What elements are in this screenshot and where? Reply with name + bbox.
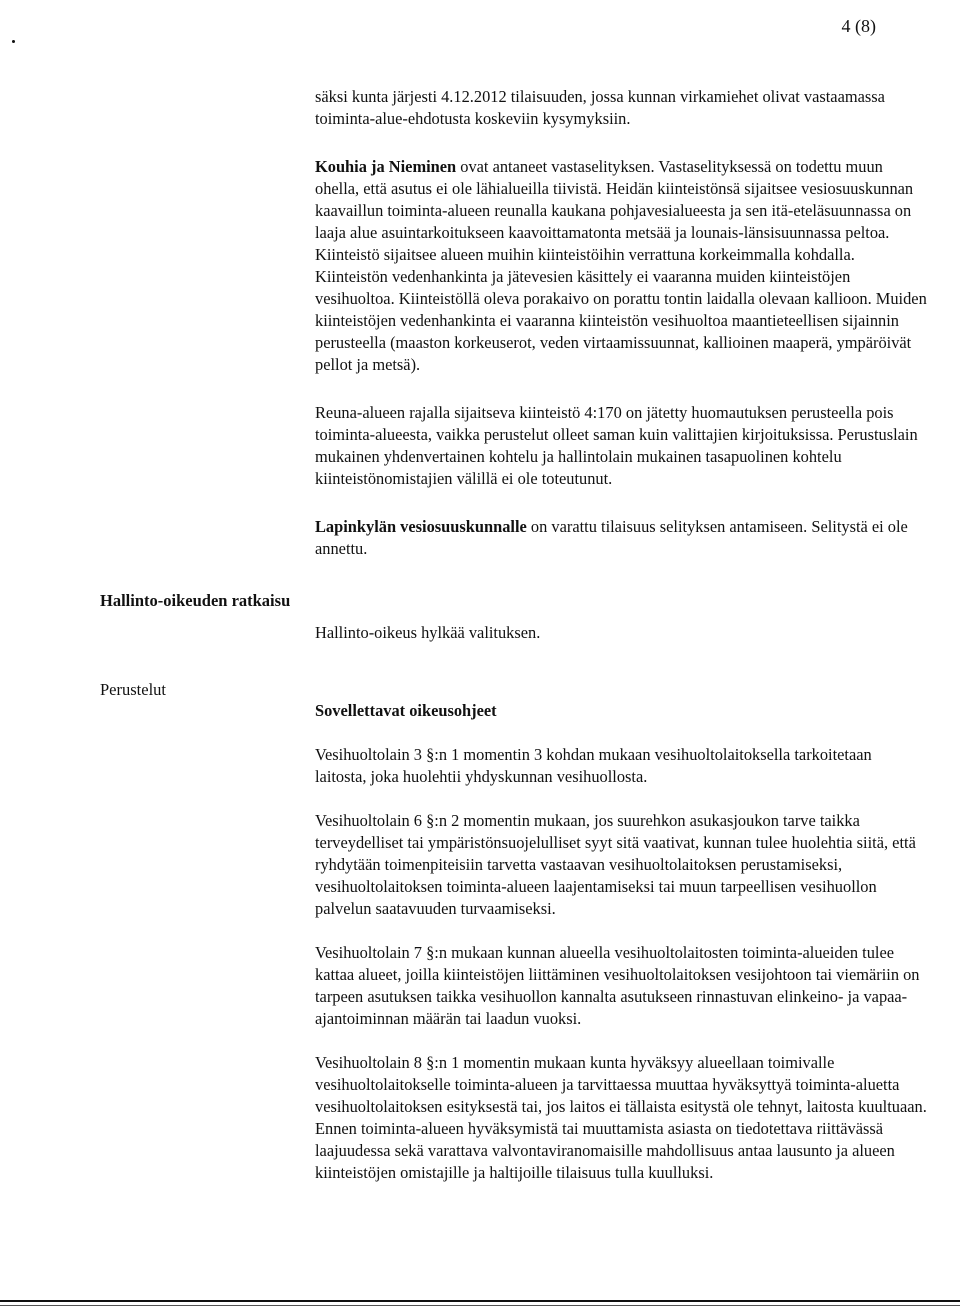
lapinkyla-bold-lead: Lapinkylän vesiosuuskunnalle <box>315 517 527 536</box>
side-heading-perustelut: Perustelut <box>100 680 166 699</box>
scan-dot-mark <box>12 40 15 43</box>
reuna-paragraph: Reuna-alueen rajalla sijaitseva kiinteistö 4:170 on jätetty huomautuksen perusteella pois toiminta-alueesta, vaikka perustelut olleet saman kuin valittajien kirjoituksissa. Perustuslain mukainen yhdenvertainen kohtelu ja hallintolain mukainen tasapuolinen kohtelu kiinteistönomistajien välillä ei ole toteutunut. <box>315 403 918 488</box>
law-paragraph-3: Vesihuoltolain 3 §:n 1 momentin 3 kohdan mukaan vesihuoltolaitoksella tarkoitetaan laitosta, joka huolehtii yhdyskunnan vesihuollosta. <box>315 745 872 786</box>
footer-rule <box>0 1300 960 1302</box>
decision-text: Hallinto-oikeus hylkää valituksen. <box>315 623 541 642</box>
law-paragraph-6: Vesihuoltolain 6 §:n 2 momentin mukaan, jos suurehkon asukasjoukon tarve taikka terveydelliset tai ympäristönsuojelulliset syyt sitä vaativat, kunnan tulee huolehtia siitä, että ryhdytään toimenpiteisiin tarvetta vastaavan vesihuoltolaitoksen perustamiseksi, vesihuoltolaitoksen toiminta-alueen laajentamiseksi tai muun tarpeellisen vesihuollon palvelun saatavuuden turvaamiseksi. <box>315 811 916 918</box>
lapinkyla-paragraph <box>315 516 927 560</box>
section-heading: Sovellettavat oikeusohjeet <box>315 701 497 720</box>
intro-paragraph: säksi kunta järjesti 4.12.2012 tilaisuuden, jossa kunnan virkamiehet olivat vastaamassa toiminta-alue-ehdotusta koskeviin kysymyksiin. <box>315 87 885 128</box>
page-number: 4 (8) <box>841 16 876 36</box>
document-body <box>315 86 927 1184</box>
side-heading-ratkaisu: Hallinto-oikeuden ratkaisu <box>100 591 291 610</box>
kouhia-text: ovat antaneet vastaselityksen. Vastaselityksessä on todettu muun ohella, että asutus ei ole lähialueilla tiivistä. Heidän kiinteistönsä sijaitsee vesiosuuskunnan kaavaillun toiminta-alueen reunalla kaukana pohjavesialueesta ja sen itä-eteläsuunnassa on laaja alue asuintarkoitukseen kaavoittamatonta metsää ja lounais-länsisuunnassa peltoa. Kiinteistö sijaitsee alueen muihin kiinteistöihin verrattuna korkeimmalla kohdalla. Kiinteistön vedenhankinta ja jätevesien käsittely ei vaaranna muiden kiinteistöjen vesihuoltoa. Kiinteistöllä oleva porakaivo on porattu tontin laidalla olevaan kallioon. Muiden kiinteistöjen vedenhankinta ei vaaranna kiinteistön vesihuoltoa maantieteellisen sijainnin perusteella (maaston korkeuserot, veden virtaamissuunnat, kallioinen maaperä, ympäröivät pellot ja metsä). <box>315 157 927 374</box>
law-paragraph-8: Vesihuoltolain 8 §:n 1 momentin mukaan kunta hyväksyy alueellaan toimivalle vesihuoltolaitokselle toiminta-alueen ja tarvittaessa muuttaa hyväksyttyä toiminta-aluetta vesihuoltolaitoksen esityksestä tai, jos laitos ei tällaista esitystä ole tehnyt, laitosta kuultuaan. Ennen toiminta-alueen hyväksymistä tai muuttamista asiasta on tiedotettava riittävässä laajuudessa sekä varattava valvontaviranomaisille mahdollisuus antaa lausunto ja alueen kiinteistöjen omistajille ja haltijoille tilaisuus tulla kuulluksi. <box>315 1053 927 1182</box>
law-paragraph-7: Vesihuoltolain 7 §:n mukaan kunnan alueella vesihuoltolaitosten toiminta-alueiden tulee kattaa alueet, joilla kiinteistöjen liittäminen vesihuoltolaitoksen vesijohtoon tai viemäriin on tarpeen asutuksen taikka vesihuollon kannalta asutukseen rinnastuvan elinkeino- ja vapaa-ajantoiminnan määrän tai laadun vuoksi. <box>315 943 920 1028</box>
footer-rule-secondary <box>0 1305 960 1306</box>
kouhia-bold-lead: Kouhia ja Nieminen <box>315 157 457 176</box>
kouhia-paragraph <box>315 156 927 376</box>
lapinkyla-text: on varattu tilaisuus selityksen antamiseen. Selitystä ei ole annettu. <box>315 517 908 558</box>
